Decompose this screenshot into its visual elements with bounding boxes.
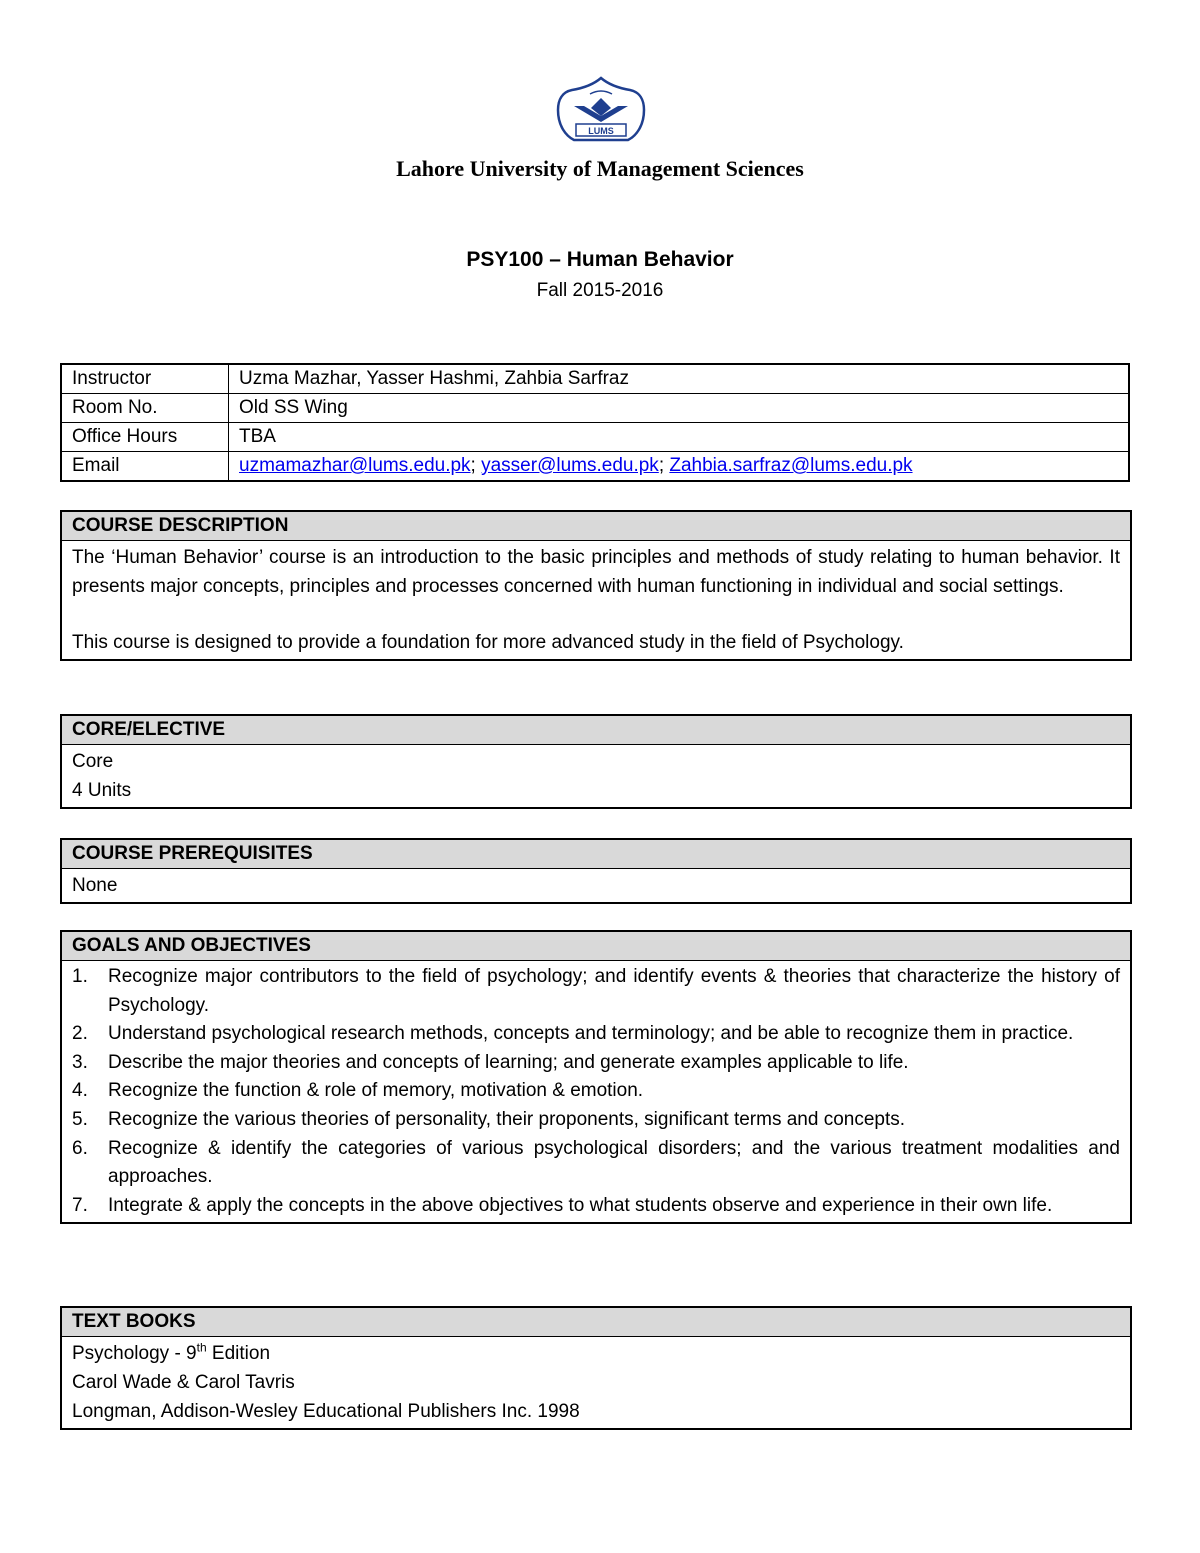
goal-text: Understand psychological research methods, concepts and terminology; and be able to recognize them in practice. <box>108 1023 1074 1045</box>
goal-text: Recognize the function & role of memory, motivation & emotion. <box>108 1080 644 1102</box>
goal-number: 6. <box>72 1137 88 1159</box>
instructor-label: Instructor <box>61 364 229 394</box>
course-type: Core <box>72 751 114 772</box>
goal-item <box>72 1135 1120 1192</box>
prerequisites-value: None <box>72 875 118 896</box>
room-label: Room No. <box>61 394 229 423</box>
email-separator: ; <box>470 455 476 476</box>
goal-item <box>72 963 1120 1020</box>
email-label: Email <box>61 452 229 482</box>
text-books-heading: TEXT BOOKS <box>62 1308 1130 1337</box>
email-value <box>229 452 1130 482</box>
course-description-section <box>60 510 1132 661</box>
goal-text: Describe the major theories and concepts of learning; and generate examples applicable to life. <box>108 1051 909 1073</box>
goal-text: Recognize & identify the categories of various psychological disorders; and the various treatment modalities and approaches. <box>108 1137 1120 1188</box>
book-title: Psychology - 9th Edition <box>72 1340 271 1364</box>
goal-item <box>72 1020 1120 1049</box>
course-title: PSY100 – Human Behavior <box>466 248 734 271</box>
goal-item <box>72 1077 1120 1106</box>
goal-number: 2. <box>72 1023 88 1045</box>
instructor-value: Uzma Mazhar, Yasser Hashmi, Zahbia Sarfraz <box>229 364 1130 394</box>
goal-item <box>72 1049 1120 1078</box>
course-info-table <box>60 363 1130 482</box>
email-link-uzma[interactable]: uzmamazhar@lums.edu.pk <box>239 455 471 476</box>
email-link-yasser[interactable]: yasser@lums.edu.pk <box>481 455 659 476</box>
room-value: Old SS Wing <box>229 394 1130 423</box>
core-elective-heading: CORE/ELECTIVE <box>62 716 1130 745</box>
course-units: 4 Units <box>72 780 132 801</box>
goal-number: 3. <box>72 1051 88 1073</box>
office-hours-label: Office Hours <box>61 423 229 452</box>
info-row-office-hours <box>61 423 1129 452</box>
university-name: Lahore University of Management Sciences <box>396 156 804 181</box>
text-books-section <box>60 1306 1132 1430</box>
goal-text: Integrate & apply the concepts in the above objectives to what students observe and experience in their own life. <box>108 1194 1053 1216</box>
email-link-zahbia[interactable]: Zahbia.sarfraz@lums.edu.pk <box>669 455 913 476</box>
goal-number: 4. <box>72 1080 88 1102</box>
book-publisher: Longman, Addison-Wesley Educational Publishers Inc. 1998 <box>72 1401 580 1422</box>
course-description-paragraph-2: This course is designed to provide a foundation for more advanced study in the field of Psychology. <box>72 632 904 653</box>
prerequisites-heading: COURSE PREREQUISITES <box>62 840 1130 869</box>
info-row-room <box>61 394 1129 423</box>
goal-item <box>72 1106 1120 1135</box>
goal-number: 7. <box>72 1194 88 1216</box>
term: Fall 2015-2016 <box>536 280 664 301</box>
goal-number: 1. <box>72 966 88 987</box>
lums-logo <box>554 76 648 144</box>
goals-list <box>72 963 1120 1220</box>
course-description-paragraph-1: The ‘Human Behavior’ course is an introduction to the basic principles and methods of study relating to human behavior. It presents major concepts, principles and processes concerned with human functioning in individual and social settings. <box>72 547 1120 597</box>
goal-item <box>72 1192 1120 1221</box>
office-hours-value: TBA <box>229 423 1130 452</box>
goals-section <box>60 930 1132 1224</box>
logo-text: LUMS <box>588 126 614 136</box>
course-description-heading: COURSE DESCRIPTION <box>62 512 1130 541</box>
prerequisites-section <box>60 838 1132 904</box>
goal-number: 5. <box>72 1108 88 1130</box>
goals-heading: GOALS AND OBJECTIVES <box>62 932 1130 961</box>
goal-text: Recognize major contributors to the field of psychology; and identify events & theories that characterize the history of Psychology. <box>108 966 1120 1016</box>
goal-text: Recognize the various theories of personality, their proponents, significant terms and concepts. <box>108 1108 906 1130</box>
email-separator: ; <box>658 455 665 476</box>
info-row-email <box>61 452 1129 482</box>
core-elective-section <box>60 714 1132 809</box>
book-authors: Carol Wade & Carol Tavris <box>72 1372 295 1393</box>
info-row-instructor <box>61 364 1129 394</box>
